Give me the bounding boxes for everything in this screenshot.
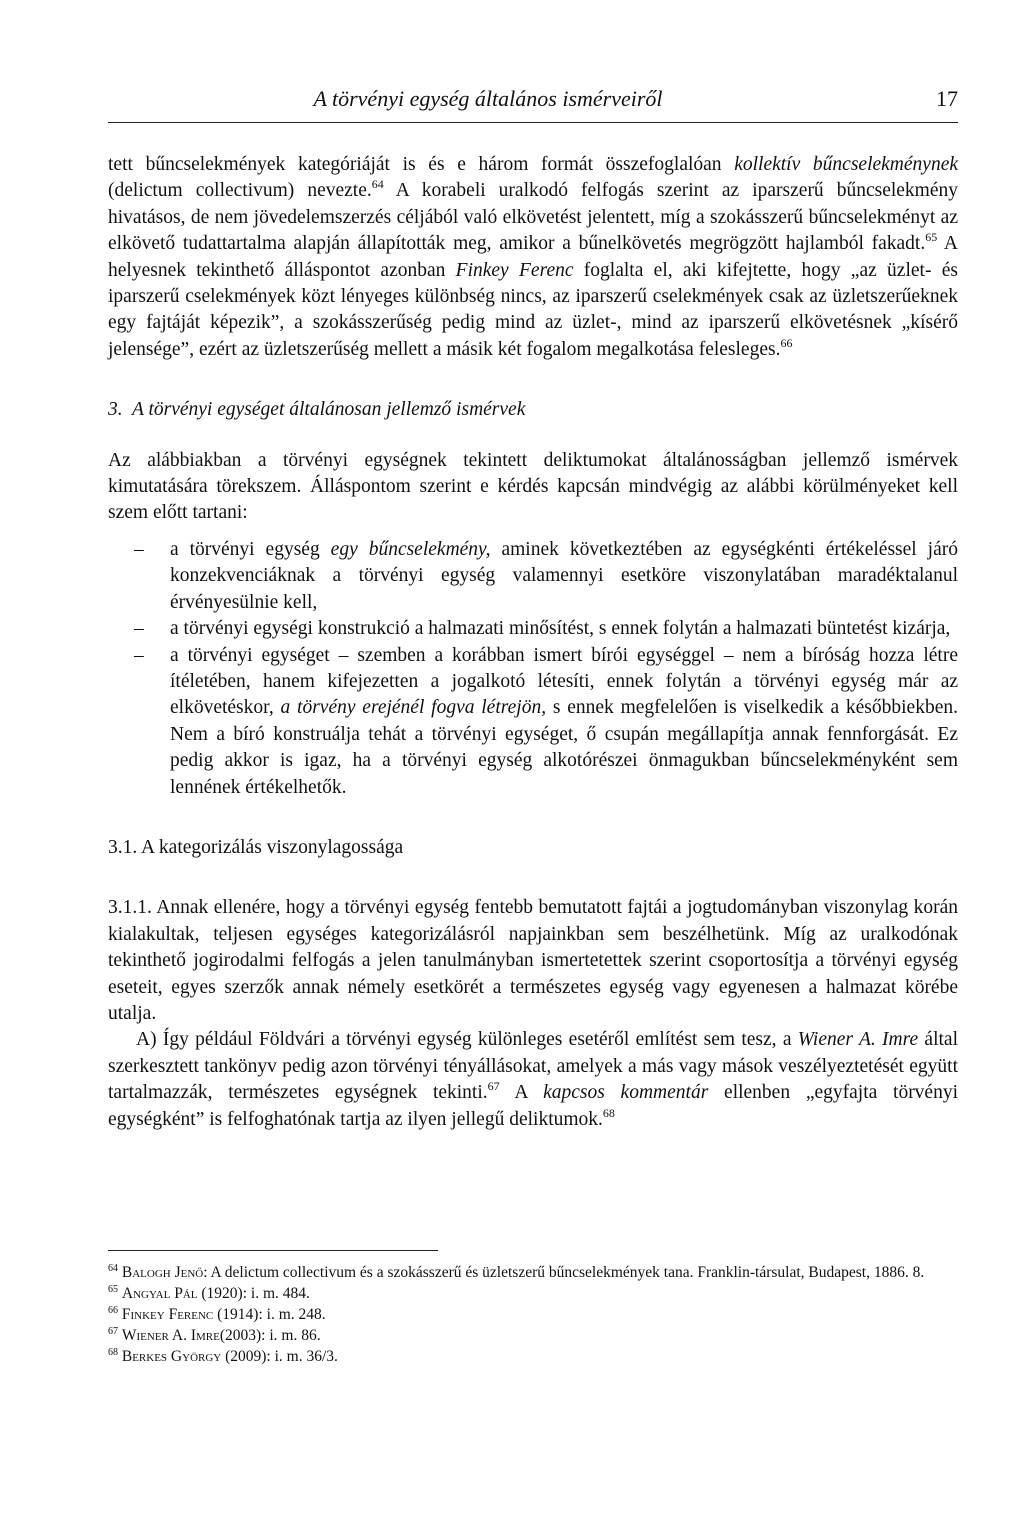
- italic-term: egy bűncselekmény,: [330, 538, 491, 560]
- footnote-ref[interactable]: 66: [780, 335, 793, 350]
- footnotes: [108, 1262, 958, 1367]
- footnote-author: Finkey Ferenc: [121, 1306, 214, 1323]
- footnote: [108, 1262, 958, 1283]
- italic-term: kollektív bűncselekménynek: [734, 154, 959, 175]
- footnote: [108, 1304, 958, 1325]
- italic-term: a törvény erejénél fogva létrejön,: [280, 697, 547, 719]
- footnote-separator: [108, 1250, 438, 1251]
- footnote: [108, 1346, 958, 1367]
- paragraph-1: [108, 152, 958, 363]
- running-header: [108, 82, 958, 123]
- text-run: aminek következtében az egységkénti értékeléssel járó konzekvenciáknak a törvényi egység valamennyi esetköre viszonylatában maradéktalanul érvényesülnie kell,: [170, 538, 958, 613]
- footnote-ref[interactable]: 64: [371, 177, 384, 192]
- subsection-heading-3-1: 3.1. A kategorizálás viszonylagossága: [108, 836, 404, 858]
- text-run: a törvényi egység: [170, 538, 331, 560]
- footnote: [108, 1325, 958, 1346]
- dash-bullet: –: [134, 538, 144, 560]
- section-heading-3: [108, 397, 958, 423]
- paragraph-4: [108, 1027, 958, 1133]
- criteria-list: [108, 537, 958, 801]
- text-run: A helyesnek tekinthető álláspontot azonban: [108, 233, 958, 281]
- footnote-author: Berkes György: [121, 1348, 222, 1365]
- text-run: A) Így például Földvári a törvényi egység különleges esetéről említést sem tesz, a: [136, 1029, 798, 1051]
- paragraph-3: 3.1.1. Annak ellenére, hogy a törvényi egység fentebb bemutatott fajtái a jogtudományban viszonylag korán kialakultak, teljesen egységes kategorizálásról napjainkban sem beszélhetünk. Míg az uralkodónak tekinthető jogirodalmi felfogás a jelen tanulmányban ismertetettek szerint csoportosítja a törvényi egység eseteit, egyes szerzők annak némely esetkörét a természetes egység vagy egyenesen a halmazat körébe utalja.: [108, 897, 958, 1024]
- footnote-ref[interactable]: 67: [487, 1079, 500, 1094]
- footnote-number: 66: [108, 1305, 118, 1316]
- section-number: 3.: [108, 399, 123, 421]
- text-run: a törvényi egységet – szemben a korábban ismert bírói egységgel – nem a bíróság hozza létre ítéletében, hanem kifejezetten a jogalkotó létesíti, ennek folytán a törvényi egység már az elkövetéskor,: [170, 644, 958, 719]
- list-item: [108, 537, 958, 616]
- list-item: [108, 616, 958, 642]
- text-run: A korabeli uralkodó felfogás szerint az iparszerű bűncselekmény hivatásos, de nem jövedelemszerzés céljából való elkövetést jelentett, míg a szokásszerű bűncselekményt az elkövető tudattartalma alapján állapították meg, amikor a bűnelkövetés megrögzött hajlamból fakadt.: [108, 180, 959, 255]
- footnote-number: 64: [108, 1263, 118, 1274]
- footnote-ref[interactable]: 68: [602, 1105, 615, 1120]
- footnote-text: (1914): i. m. 248.: [213, 1306, 326, 1323]
- text-run: által szerkesztett tankönyv pedig azon törvényi tényállásokat, amelyek a más vagy mások veszélyeztetését együtt tartalmazzák, természetes egységnek tekinti.: [108, 1029, 958, 1104]
- text-run: a törvényi egységi konstrukció a halmazati minősítést, s ennek folytán a halmazati büntetést kizárja,: [170, 618, 951, 640]
- text-run: tett bűncselekmények kategóriáját is és e három formát összefoglalóan: [108, 154, 735, 175]
- italic-name: Wiener A. Imre: [797, 1029, 919, 1051]
- footnote-number: 67: [108, 1326, 118, 1337]
- footnote-ref[interactable]: 65: [925, 230, 938, 245]
- dash-bullet: –: [134, 644, 144, 666]
- footnote-author: Wiener A. Imre: [121, 1327, 220, 1344]
- footnote-text: (2003): i. m. 86.: [219, 1327, 321, 1344]
- footnote-text: (2009): i. m. 36/3.: [221, 1348, 338, 1365]
- text-run: (delictum collectivum) nevezte.: [108, 180, 372, 202]
- text-run: A: [499, 1082, 544, 1104]
- footnote-author: Angyal Pál: [121, 1285, 198, 1302]
- italic-name: Finkey Ferenc: [455, 259, 574, 281]
- main-text: [108, 152, 958, 1133]
- dash-bullet: –: [134, 618, 144, 640]
- italic-term: kapcsos kommentár: [543, 1082, 709, 1104]
- footnote: [108, 1283, 958, 1304]
- text-run: ellenben „egyfajta törvényi egységként” is felfoghatónak tartja az ilyen jellegű deliktumok.: [108, 1082, 959, 1130]
- footnote-text: : A delictum collectivum és a szokásszerű és üzletszerű bűncselekmények tana. Franklin-társulat, Budapest, 1886. 8.: [203, 1264, 925, 1281]
- page-number: 17: [936, 86, 958, 111]
- text-run: foglalta el, aki kifejtette, hogy „az üzlet- és iparszerű cselekmények közt lényeges különbség nincs, az iparszerű cselekmények csak az üzletszerűeknek egy fajtáját képezik”, a szokásszerűség pedig mind az üzlet-, mind az iparszerű elkövetésnek „kísérő jelensége”, ezért az üzletszerűség mellett a másik két fogalom megalkotása felesleges.: [108, 259, 958, 360]
- footnote-number: 65: [108, 1284, 118, 1295]
- list-item: [108, 643, 958, 801]
- running-title: A törvényi egység általános ismérveiről: [313, 86, 663, 111]
- text-run: s ennek megfelelően is viselkedik a későbbiekben. Nem a bíró konstruálja tehát a törvényi egységet, ő csupán megállapítja annak fennforgását. Ez pedig akkor is igaz, ha a törvényi egység alkotórészei önmagukban bűncselekményként sem lennének értékelhetők.: [170, 697, 958, 798]
- footnote-number: 68: [108, 1347, 118, 1358]
- section-title: A törvényi egységet általánosan jellemző ismérvek: [132, 399, 526, 421]
- footnote-author: Balogh Jenő: [121, 1264, 204, 1281]
- paragraph-2: Az alábbiakban a törvényi egységnek tekintett deliktumokat általánosságban jellemző ismérvek kimutatására törekszem. Álláspontom szerint e kérdés kapcsán mindvégig az alábbi körülményeket kell szem előtt tartani:: [108, 449, 958, 524]
- footnote-text: (1920): i. m. 484.: [197, 1285, 310, 1302]
